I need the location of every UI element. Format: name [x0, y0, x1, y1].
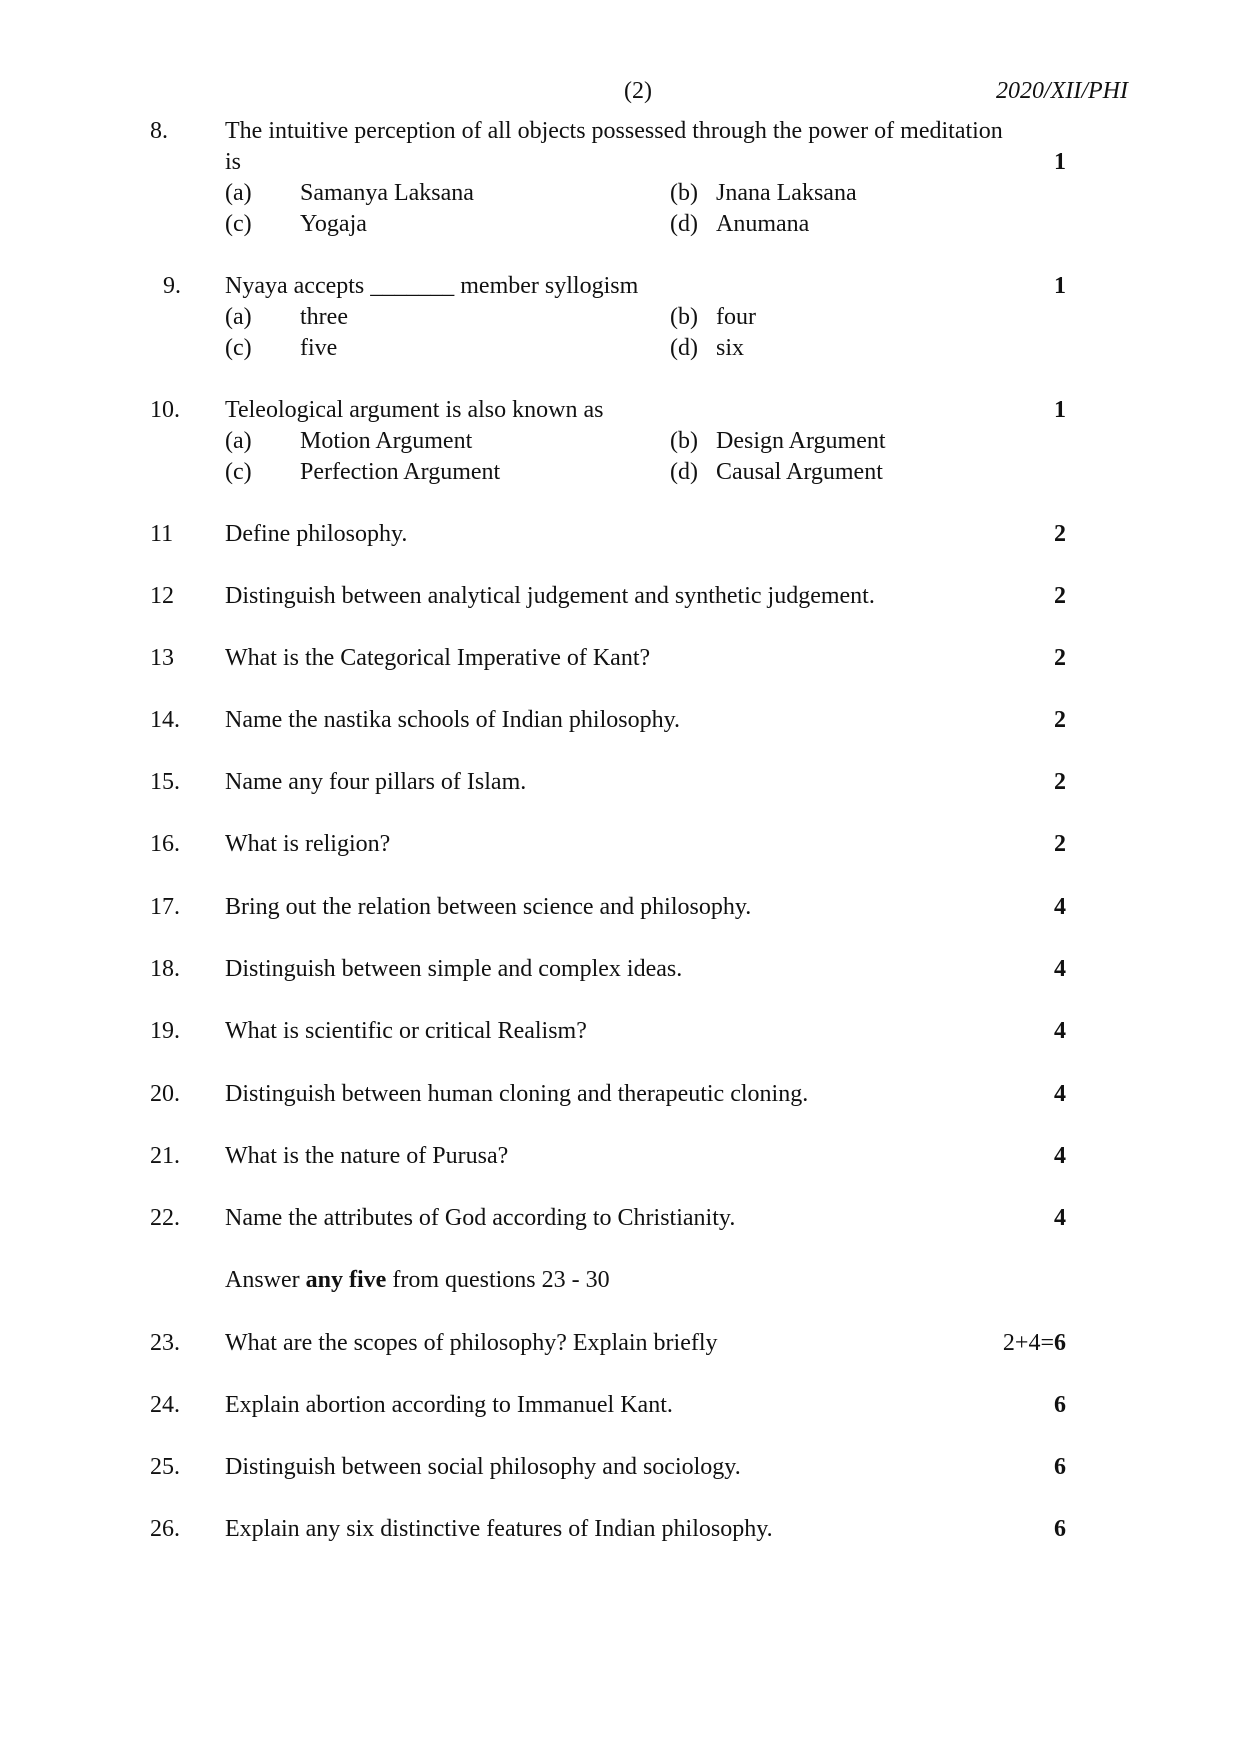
question-marks: 4 — [1054, 956, 1066, 982]
option-a: (a) Motion Argument — [225, 428, 473, 454]
question-text: What are the scopes of philosophy? Explain briefly — [225, 1330, 718, 1356]
question-marks: 2 — [1054, 583, 1066, 609]
option-b: (b) Jnana Laksana — [670, 180, 857, 206]
question-text: What is the nature of Purusa? — [225, 1143, 509, 1169]
paper-code: 2020/XII/PHI — [996, 78, 1128, 104]
instruction-emphasis: any five — [305, 1267, 387, 1293]
question-text: What is religion? — [225, 831, 391, 857]
question-text: Define philosophy. — [225, 521, 408, 547]
question-text: Distinguish between simple and complex ideas. — [225, 956, 683, 982]
question-text: Distinguish between analytical judgement and synthetic judgement. — [225, 583, 875, 609]
question-marks: 1 — [1054, 273, 1066, 299]
option-d: (d) Anumana — [670, 211, 810, 237]
option-b: (b) Design Argument — [670, 428, 886, 454]
question-text: Name any four pillars of Islam. — [225, 769, 527, 795]
question-text: Bring out the relation between science and philosophy. — [225, 894, 752, 920]
question-marks: 6 — [1054, 1516, 1066, 1542]
question-number: 19. — [150, 1018, 180, 1044]
question-text: What is scientific or critical Realism? — [225, 1018, 587, 1044]
question-number: 23. — [150, 1330, 180, 1356]
question-number: 9. — [163, 273, 181, 299]
question-marks: 2 — [1054, 521, 1066, 547]
question-number: 18. — [150, 956, 180, 982]
question-text: Name the nastika schools of Indian philosophy. — [225, 707, 681, 733]
question-marks: 4 — [1054, 1143, 1066, 1169]
option-a: (a) Samanya Laksana — [225, 180, 474, 206]
question-marks: 1 — [1054, 149, 1066, 175]
question-number: 8. — [150, 118, 168, 144]
question-marks: 4 — [1054, 894, 1066, 920]
question-marks: 6 — [1054, 1392, 1066, 1418]
question-number: 21. — [150, 1143, 180, 1169]
question-number: 12 — [150, 583, 174, 609]
question-text: Nyaya accepts _______ member syllogism — [225, 273, 639, 299]
option-c: (c) Perfection Argument — [225, 459, 501, 485]
question-marks: 2 — [1054, 831, 1066, 857]
question-number: 15. — [150, 769, 180, 795]
question-number: 25. — [150, 1454, 180, 1480]
question-number: 20. — [150, 1081, 180, 1107]
question-number: 24. — [150, 1392, 180, 1418]
question-marks: 4 — [1054, 1018, 1066, 1044]
question-number: 17. — [150, 894, 180, 920]
option-a: (a) three — [225, 304, 348, 330]
question-marks: 2 — [1054, 769, 1066, 795]
question-number: 14. — [150, 707, 180, 733]
question-marks: 2 — [1054, 645, 1066, 671]
question-text: The intuitive perception of all objects possessed through the power of meditation is — [225, 118, 1003, 175]
option-b: (b) four — [670, 304, 756, 330]
question-marks: 4 — [1054, 1081, 1066, 1107]
question-number: 22. — [150, 1205, 180, 1231]
question-number: 11 — [150, 521, 174, 547]
question-number: 26. — [150, 1516, 180, 1542]
question-text: Distinguish between social philosophy and sociology. — [225, 1454, 741, 1480]
question-text: Distinguish between human cloning and therapeutic cloning. — [225, 1081, 809, 1107]
question-text: What is the Categorical Imperative of Kant? — [225, 645, 651, 671]
question-marks: 2+4=6 — [1002, 1330, 1066, 1356]
option-d: (d) Causal Argument — [670, 459, 883, 485]
question-number: 10. — [150, 397, 180, 423]
question-text: Explain any six distinctive features of Indian philosophy. — [225, 1516, 773, 1542]
question-number: 13 — [150, 645, 174, 671]
page-number: (2) — [624, 78, 652, 104]
question-marks: 4 — [1054, 1205, 1066, 1231]
option-c: (c) Yogaja — [225, 211, 367, 237]
option-c: (c) five — [225, 335, 338, 361]
question-text: Explain abortion according to Immanuel Kant. — [225, 1392, 673, 1418]
question-text: Teleological argument is also known as — [225, 397, 604, 423]
question-marks: 1 — [1054, 397, 1066, 423]
option-d: (d) six — [670, 335, 745, 361]
question-marks: 2 — [1054, 707, 1066, 733]
question-marks: 6 — [1054, 1454, 1066, 1480]
question-number: 16. — [150, 831, 180, 857]
question-text: Name the attributes of God according to Christianity. — [225, 1205, 736, 1231]
